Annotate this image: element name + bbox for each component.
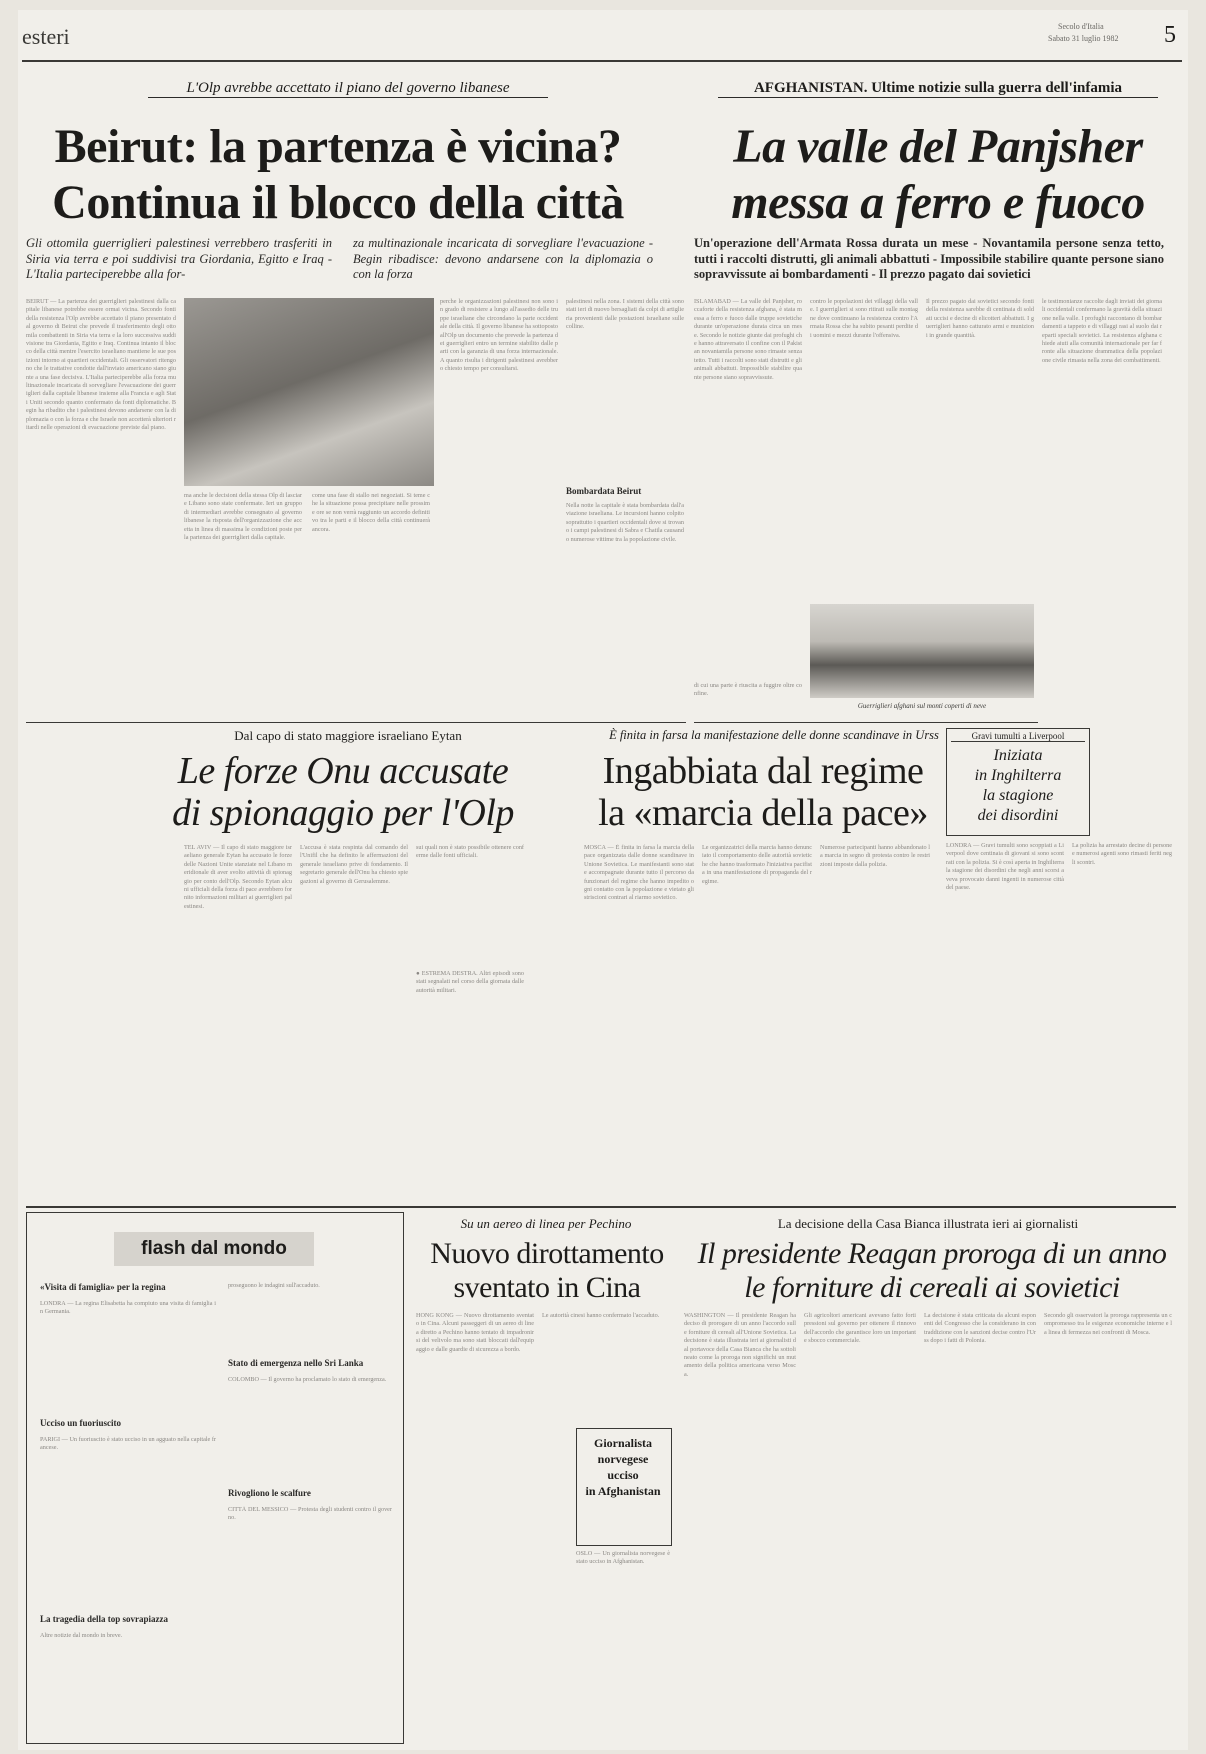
header-rule xyxy=(22,60,1182,62)
afghanistan-text-col-5: di cui una parte è riuscita a fuggire oltre confine. xyxy=(694,682,802,698)
giornalista-headline-1: Giornalista xyxy=(593,1436,652,1450)
section-label: esteri xyxy=(22,24,70,49)
pace-text-col-3: Numerose partecipanti hanno abbandonato la marcia in segno di protesta contro le restrizioni imposte dalla polizia. xyxy=(820,844,930,868)
afghanistan-text-col-2: contro le popolazioni dei villaggi della valle. I guerriglieri si sono ritirati sulle montagne dove continuano la resistenza contro l'Armata Rossa che ha subito pesanti perdite di uomini e mezzi durante l'offensiva. xyxy=(810,298,918,339)
inghilterra-headline-1: Iniziata xyxy=(993,747,1043,764)
page-number: 5 xyxy=(1164,22,1176,48)
beirut-text-col-2: ma anche le decisioni della stessa Olp di lasciare Libano sono state confermate. Ieri un gruppo di intermediari avrebbe consegnato al governo libanese la risposta dell'organizzazione che accetta in linea di massima le condizioni poste per la partenza dei guerriglieri dalla capitale. xyxy=(184,492,302,542)
beirut-headline-2: Continua il blocco della città xyxy=(52,176,624,229)
pace-text-col-2: Le organizzatrici della marcia hanno denunciato il comportamento delle autorità sovietiche che hanno trasformato l'iniziativa pacifista in una manifestazione di propaganda del regime. xyxy=(702,844,812,885)
issue-date: Sabato 31 luglio 1982 xyxy=(1048,34,1119,43)
beirut-text-col-4: perche le organizzazioni palestinesi non sono in grado di resistere a lungo all'assedio delle truppe israeliane che circondano la parte occidentale della città. Il governo libanese ha sottoposto all'Olp un documento che prevede la partenza dei guerriglieri entro un termine stabilito dalle parti con la garanzia di una forza internazionale. A quanto risulta i dirigenti palestinesi avrebbero chiesto tempo per consultarsi. xyxy=(440,298,558,373)
afghanistan-kicker: AFGHANISTAN. Ultime notizie sulla guerra dell'infamia xyxy=(718,80,1158,98)
cina-headline-2: sventato in Cina xyxy=(453,1271,641,1304)
afghanistan-text-col-3: Il prezzo pagato dai sovietici secondo fonti della resistenza sarebbe di centinaia di soldati uccisi e decine di elicotteri abbattuti. I guerriglieri hanno catturato armi e munizioni in grande quantità. xyxy=(926,298,1034,339)
reagan-text-col-3: La decisione è stata criticata da alcuni esponenti del Congresso che la considerano in contraddizione con le sanzioni decise contro l'Urss dopo i fatti di Polonia. xyxy=(924,1312,1036,1345)
reagan-headline-2: le forniture di cereali ai sovietici xyxy=(744,1271,1120,1304)
flash-text-3: COLOMBO — Il governo ha proclamato lo stato di emergenza. xyxy=(228,1376,387,1383)
giornalista-headline-2: norvegese xyxy=(597,1452,649,1466)
pace-headline-1: Ingabbiata dal regime xyxy=(602,750,924,792)
reagan-text-col-1: WASHINGTON — Il presidente Reagan ha deciso di prorogare di un anno l'accordo sulle forniture di cereali all'Unione Sovietica. La decisione è stata illustrata ieri ai giornalisti dal portavoce della Casa Bianca che ha sottolineato come la proroga non significhi un mutamento della politica americana verso Mosca. xyxy=(684,1312,796,1378)
flash-title: flash dal mondo xyxy=(114,1232,314,1266)
inghilterra-text-col-2: La polizia ha arrestato decine di persone e numerosi agenti sono rimasti feriti negli scontri. xyxy=(1072,842,1172,866)
afghanistan-headline-2: messa a ferro e fuoco xyxy=(731,176,1145,229)
afghanistan-photo xyxy=(810,604,1034,698)
beirut-text-col-1: BEIRUT — La partenza dei guerriglieri palestinesi dalla capitale libanese potrebbe essere ormai vicina. Secondo fonti della resistenza l'Olp avrebbe accettato il piano presentato dal governo di Beirut che prevede il trasferimento degli ottomila combattenti in Siria via terra e la loro successiva suddivisione tra Giordania, Egitto e Iraq. Continua intanto il blocco della città mentre l'esercito israeliano mantiene le sue posizioni intorno ai quartieri occidentali. Gli osservatori ritengono che le trattative condotte dall'inviato americano siano giunte a una fase decisiva. L'Italia parteciperebbe alla forza multinazionale incaricata di sorvegliare l'evacuazione dei guerriglieri dalla capitale libanese insieme alla Francia e agli Stati Uniti secondo quanto confermato da fonti diplomatiche. Begin ha ribadito che i palestinesi devono andarsene con la diplomazia o con la forza e che Israele non accetterà ulteriori ritardi nelle operazioni di evacuazione previste dal piano. xyxy=(26,298,176,432)
inghilterra-kicker: Gravi tumulti a Liverpool xyxy=(951,731,1085,742)
onu-headline-1: Le forze Onu accusate xyxy=(177,750,509,792)
afghanistan-text-col-1: ISLAMABAD — La valle del Panjsher, roccaforte della resistenza afghana, è stata messa a ferro e fuoco dalle truppe sovietiche durante un'operazione durata circa un mese. Secondo le notizie giunte dai profughi che hanno attraversato il confine con il Pakistan novantamila persone sono rimaste senza tetto. Tutti i raccolti sono stati distrutti e gli animali abbattuti. Impossibile stabilire quante persone siano sopravvissute. xyxy=(694,298,802,381)
afghanistan-photo-caption: Guerriglieri afghani sul monti coperti di neve xyxy=(857,702,987,710)
flash-text-1: LONDRA — La regina Elisabetta ha compiuto una visita di famiglia in Germania. xyxy=(40,1300,216,1316)
giornalista-headline-3: ucciso xyxy=(607,1468,639,1482)
onu-text-col-2: L'accusa è stata respinta dal comando dell'Unifil che ha definito le affermazioni del generale israeliano prive di fondamento. Il segretario generale dell'Onu ha chiesto spiegazioni al governo di Gerusalemme. xyxy=(300,844,408,885)
newspaper-page xyxy=(18,10,1188,1750)
flash-text-5: Altre notizie dal mondo in breve. xyxy=(40,1632,123,1639)
afghanistan-bottom-rule xyxy=(694,722,1038,723)
flash-item-4: Rivogliono le scalfure xyxy=(228,1488,311,1498)
inghilterra-box xyxy=(946,728,1090,836)
flash-item-2: Ucciso un fuoriuscito xyxy=(40,1418,121,1428)
cina-headline-1: Nuovo dirottamento xyxy=(430,1237,664,1270)
beirut-subhead: Bombardata Beirut xyxy=(566,486,642,496)
paper-name: Secolo d'Italia xyxy=(1058,22,1104,31)
giornalista-text: OSLO — Un giornalista norvegese è stato ucciso in Afghanistan. xyxy=(576,1550,670,1566)
beirut-text-col-5: palestinesi nella zona. I sistemi della città sono stati ieri di nuovo bersagliati da colpi di artiglieria provenienti dalle postazioni israeliane sulle colline. xyxy=(566,298,684,331)
beirut-deck-b: za multinazionale incaricata di sorvegliare l'evacuazione - Begin ribadisce: devono andarsene con la diplomazia o con la forza xyxy=(353,236,653,282)
flash-text-4: CITTÀ DEL MESSICO — Protesta degli studenti contro il governo. xyxy=(228,1506,392,1522)
beirut-deck-a: Gli ottomila guerriglieri palestinesi verrebbero trasferiti in Siria via terra e poi suddivisi tra Giordania, Egitto e Iraq - L'Italia parteciperebbe alla for- xyxy=(26,236,332,282)
flash-item-1: «Visita di famiglia» per la regina xyxy=(40,1282,166,1292)
pace-kicker: È finita in farsa la manifestazione delle donne scandinave in Urss xyxy=(609,728,939,742)
reagan-kicker: La decisione della Casa Bianca illustrata ieri ai giornalisti xyxy=(777,1216,1079,1231)
reagan-text-col-2: Gli agricoltori americani avevano fatto forti pressioni sul governo per ottenere il rinnovo dell'accordo che garantisce loro un importante sbocco commerciale. xyxy=(804,1312,916,1345)
beirut-headline-1: Beirut: la partenza è vicina? xyxy=(54,120,622,173)
beirut-bottom-rule xyxy=(26,722,686,723)
flash-text-0: proseguono le indagini sull'accaduto. xyxy=(228,1282,320,1289)
reagan-headline-1: Il presidente Reagan proroga di un anno xyxy=(697,1237,1167,1270)
giornalista-headline-4: in Afghanistan xyxy=(585,1484,661,1498)
beirut-photo xyxy=(184,298,434,486)
onu-kicker: Dal capo di stato maggiore israeliano Eytan xyxy=(234,728,462,743)
cina-text-col-2: Le autorità cinesi hanno confermato l'accaduto. xyxy=(542,1312,660,1319)
cina-kicker: Su un aereo di linea per Pechino xyxy=(460,1216,632,1231)
afghanistan-deck: Un'operazione dell'Armata Rossa durata un mese - Novantamila persone senza tetto, tutti i raccolti distrutti, gli animali abbattuti - Impossibile stabilire quante persone siano sopravvissute ai bombardamenti - Il prezzo pagato dai sovietici xyxy=(694,236,1164,282)
mid-rule xyxy=(26,1206,1176,1208)
beirut-kicker: L'Olp avrebbe accettato il piano del governo libanese xyxy=(148,80,548,98)
onu-text-col-1: TEL AVIV — Il capo di stato maggiore israeliano generale Eytan ha accusato le forze delle Nazioni Unite stanziate nel Libano meridionale di aver svolto attività di spionaggio per conto dell'Olp. Secondo Eytan alcuni ufficiali della forza di pace avrebbero fornito informazioni militari ai guerriglieri palestinesi. xyxy=(184,844,292,910)
pace-headline-2: la «marcia della pace» xyxy=(598,792,928,834)
onu-text-col-3: sui quali non è stato possibile ottenere conferme dalle fonti ufficiali. xyxy=(416,844,524,860)
reagan-text-col-4: Secondo gli osservatori la proroga rappresenta un compromesso tra le esigenze economiche interne e la linea di fermezza nei confronti di Mosca. xyxy=(1044,1312,1172,1336)
beirut-text-col-6: Nella notte la capitale è stata bombardata dall'aviazione israeliana. Le incursioni hanno colpito soprattutto i quartieri occidentali dove si trovano i campi palestinesi di Sabra e Chatila causando numerose vittime tra la popolazione civile. xyxy=(566,502,684,543)
afghanistan-headline-1: La valle del Panjsher xyxy=(733,120,1143,173)
onu-headline-2: di spionaggio per l'Olp xyxy=(172,792,514,834)
afghanistan-text-col-4: le testimonianze raccolte dagli inviati dei giornali occidentali confermano la gravità della situazione nella valle. I profughi raccontano di bombardamenti a tappeto e di villaggi rasi al suolo dai reparti speciali sovietici. La resistenza afghana chiede aiuti alla comunità internazionale per far fronte alla situazione drammatica della popolazione civile rimasta nella zona dei combattimenti. xyxy=(1042,298,1162,364)
inghilterra-headline-4: dei disordini xyxy=(977,807,1059,824)
pace-text-col-1: MOSCA — È finita in farsa la marcia della pace organizzata dalle donne scandinave in Unione Sovietica. Le manifestanti sono state accompagnate durante tutto il percorso da funzionari del regime che hanno impedito ogni contatto con la popolazione e vietato gli striscioni contrari al riarmo sovietico. xyxy=(584,844,694,902)
inghilterra-text-col: LONDRA — Gravi tumulti sono scoppiati a Liverpool dove centinaia di giovani si sono scontrati con la polizia. Si è così aperta in Inghilterra la stagione dei disordini che negli anni scorsi aveva provocato danni ingenti in numerose città del paese. xyxy=(946,842,1064,892)
inghilterra-headline-3: la stagione xyxy=(982,787,1054,804)
beirut-text-col-3: come una fase di stallo nei negoziati. Si teme che la situazione possa precipitare nelle prossime ore se non verrà raggiunto un accordo definitivo tra le parti e il blocco della città continuerà ancora. xyxy=(312,492,430,533)
flash-text-2: PARIGI — Un fuoriuscito è stato ucciso in un agguato nella capitale francese. xyxy=(40,1436,216,1452)
onu-text-col-4: ● ESTREMA DESTRA. Altri episodi sono stati segnalati nel corso della giornata dalle autorità militari. xyxy=(416,970,524,994)
flash-item-5: La tragedia della top sovrapiazza xyxy=(40,1614,168,1624)
inghilterra-headline-2: in Inghilterra xyxy=(974,767,1062,784)
cina-text-col-1: HONG KONG — Nuovo dirottamento sventato in Cina. Alcuni passeggeri di un aereo di linea diretto a Pechino hanno tentato di impadronirsi del velivolo ma sono stati bloccati dall'equipaggio e dalle guardie di sicurezza a bordo. xyxy=(416,1312,534,1353)
flash-item-3: Stato di emergenza nello Sri Lanka xyxy=(228,1358,364,1368)
